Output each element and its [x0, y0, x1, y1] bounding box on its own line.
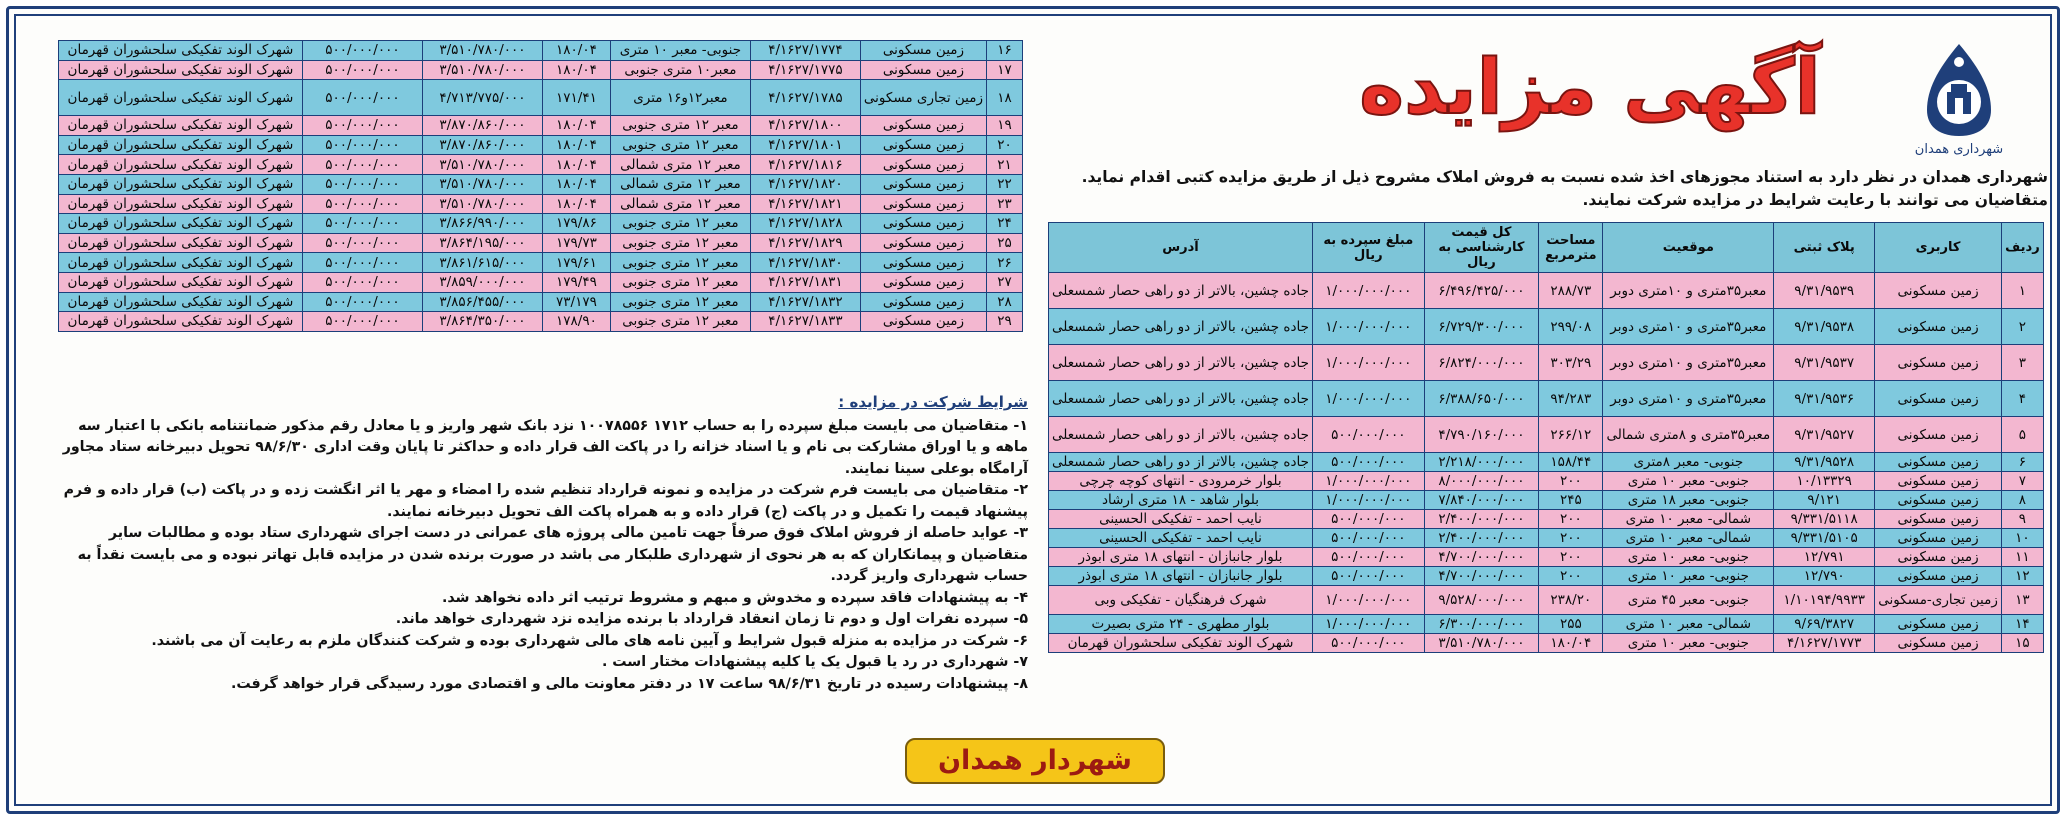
- cell-plate: ۴/۱۶۲۷/۱۸۱۶: [750, 155, 860, 175]
- cell-n: ۲۸: [987, 292, 1023, 312]
- cell-deposit: ۵۰۰/۰۰۰/۰۰۰: [1312, 634, 1424, 653]
- cell-loc: معبر ۱۲ متری جنوبی: [610, 292, 750, 312]
- cell-use: زمین مسکونی: [1875, 491, 2002, 510]
- cell-price: ۳/۵۱۰/۷۸۰/۰۰۰: [422, 194, 542, 214]
- condition-item: ۱- متقاضیان می بایست مبلغ سپرده را به حساب ۱۷۱۲ ۱۰۰۷۸۵۵۶ نزد بانک شهر واریز و یا معادل رقم مذکور ضمانتنامه بانکی با اعتبار سه ماهه و یا اوراق مشارکت بی نام و یا اسناد خزانه را در پاکت الف قرار داده و حداکثر تا پایان وقت اداری ۹۸/۶/۳۰ تحویل دبیرخانه ستاد مجاور آرامگاه بوعلی سینا نمایند.: [62, 417, 1028, 477]
- cell-use: زمین مسکونی: [1875, 615, 2002, 634]
- cell-price: ۶/۷۲۹/۳۰۰/۰۰۰: [1424, 309, 1539, 345]
- col-header-row: ردیف: [2001, 223, 2043, 273]
- footer-label: شهردار همدان: [938, 745, 1132, 776]
- cell-price: ۹/۵۲۸/۰۰۰/۰۰۰: [1424, 586, 1539, 615]
- cell-loc: جنوبی- معبر ۱۰ متری: [1603, 548, 1774, 567]
- cell-price: ۶/۳۰۰/۰۰۰/۰۰۰: [1424, 615, 1539, 634]
- cell-use: زمین مسکونی: [1875, 273, 2002, 309]
- cell-plate: ۴/۱۶۲۷/۱۸۳۳: [750, 312, 860, 332]
- cell-n: ۲۷: [987, 272, 1023, 292]
- cell-n: ۲۴: [987, 214, 1023, 234]
- cell-plate: ۴/۱۶۲۷/۱۸۰۱: [750, 135, 860, 155]
- cell-addr: جاده چشین، بالاتر از دو راهی حصار شمسعلی: [1049, 309, 1313, 345]
- cell-n: ۱۴: [2001, 615, 2043, 634]
- cell-addr: بلوار جانبازان - انتهای ۱۸ متری ابوذر: [1049, 548, 1313, 567]
- cell-use: زمین مسکونی: [860, 214, 986, 234]
- condition-item: ۲- متقاضیان می بایست فرم شرکت در مزایده و نمونه قرارداد تنظیم شده را امضاء و مهر یا اثر انگشت زده و در پاکت (ب) قرار داده و فرم پیشنهاد قیمت را تکمیل و در پاکت (ج) قرار داده و به همراه پاکت الف تحویل دبیرخانه نمایند.: [63, 482, 1028, 520]
- intro-text: شهرداری همدان در نظر دارد به استناد مجوزهای اخذ شده نسبت به فروش املاک مشروح ذیل از طریق مزایده کتبی اقدام نماید. متقاضیان می توانند با رعایت شرایط در مزایده شرکت نمایند.: [1081, 168, 2048, 209]
- condition-item: ۶- شرکت در مزایده به منزله قبول شرایط و آیین نامه های مالی شهرداری بوده و شرکت کنندگان ملزم به رعایت آن می باشند.: [151, 632, 1028, 649]
- cell-plate: ۴/۱۶۲۷/۱۷۷۴: [750, 41, 860, 61]
- cell-price: ۸/۰۰۰/۰۰۰/۰۰۰: [1424, 472, 1539, 491]
- cell-area: ۲۸۸/۷۳: [1539, 273, 1603, 309]
- cell-area: ۱۸۰/۰۴: [542, 194, 610, 214]
- cell-area: ۱۸۰/۰۴: [542, 60, 610, 80]
- cell-addr: شهرک الوند تفکیکی سلحشوران قهرمان: [59, 312, 303, 332]
- table-row: [1049, 615, 2044, 634]
- cell-area: ۱۷۹/۶۱: [542, 253, 610, 273]
- cell-addr: شهرک الوند تفکیکی سلحشوران قهرمان: [59, 174, 303, 194]
- cell-use: زمین مسکونی: [860, 233, 986, 253]
- cell-use: زمین مسکونی: [1875, 548, 2002, 567]
- cell-loc: شمالی- معبر ۱۰ متری: [1603, 529, 1774, 548]
- cell-plate: ۹/۳۱/۹۵۲۸: [1774, 453, 1875, 472]
- cell-price: ۳/۵۱۰/۷۸۰/۰۰۰: [422, 174, 542, 194]
- cell-area: ۷۳/۱۷۹: [542, 292, 610, 312]
- footer-signature: [905, 738, 1165, 784]
- col-header-location: موقعیت: [1603, 223, 1774, 273]
- cell-n: ۳: [2001, 345, 2043, 381]
- cell-area: ۱۸۰/۰۴: [542, 116, 610, 136]
- cell-use: زمین مسکونی: [1875, 309, 2002, 345]
- cell-deposit: ۱/۰۰۰/۰۰۰/۰۰۰: [1312, 472, 1424, 491]
- cell-use: زمین مسکونی: [1875, 417, 2002, 453]
- cell-n: ۶: [2001, 453, 2043, 472]
- cell-loc: شمالی- معبر ۱۰ متری: [1603, 510, 1774, 529]
- cell-price: ۲/۴۰۰/۰۰۰/۰۰۰: [1424, 510, 1539, 529]
- cell-n: ۲۰: [987, 135, 1023, 155]
- cell-n: ۲۳: [987, 194, 1023, 214]
- cell-addr: جاده چشین، بالاتر از دو راهی حصار شمسعلی: [1049, 345, 1313, 381]
- cell-loc: معبر ۱۲ متری شمالی: [610, 155, 750, 175]
- cell-plate: ۴/۱۶۲۷/۱۷۷۵: [750, 60, 860, 80]
- cell-deposit: ۵۰۰/۰۰۰/۰۰۰: [302, 41, 422, 61]
- cell-area: ۲۳۸/۲۰: [1539, 586, 1603, 615]
- cell-addr: شهرک الوند تفکیکی سلحشوران قهرمان: [59, 233, 303, 253]
- cell-addr: شهرک الوند تفکیکی سلحشوران قهرمان: [59, 253, 303, 273]
- cell-use: زمین مسکونی: [1875, 634, 2002, 653]
- cell-price: ۲/۲۱۸/۰۰۰/۰۰۰: [1424, 453, 1539, 472]
- table-row: [1049, 309, 2044, 345]
- cell-price: ۴/۷۰۰/۰۰۰/۰۰۰: [1424, 567, 1539, 586]
- table-row: [59, 155, 1023, 175]
- cell-loc: معبر۱۲و۱۶ متری: [610, 80, 750, 116]
- cell-loc: شمالی- معبر ۱۰ متری: [1603, 615, 1774, 634]
- cell-deposit: ۵۰۰/۰۰۰/۰۰۰: [302, 174, 422, 194]
- cell-deposit: ۵۰۰/۰۰۰/۰۰۰: [1312, 567, 1424, 586]
- cell-n: ۲۲: [987, 174, 1023, 194]
- condition-item: ۸- پیشنهادات رسیده در تاریخ ۹۸/۶/۳۱ ساعت ۱۷ در دفتر معاونت مالی و اقتصادی مورد رسیدگی قرار خواهد گرفت.: [230, 675, 1028, 692]
- cell-n: ۲۶: [987, 253, 1023, 273]
- col-header-area: مساحت مترمربع: [1539, 223, 1603, 273]
- cell-loc: معبر۱۰ متری جنوبی: [610, 60, 750, 80]
- cell-n: ۱۵: [2001, 634, 2043, 653]
- cell-addr: جاده چشین، بالاتر از دو راهی حصار شمسعلی: [1049, 453, 1313, 472]
- cell-addr: بلوار شاهد - ۱۸ متری ارشاد: [1049, 491, 1313, 510]
- cell-plate: ۹/۳۱/۹۵۳۶: [1774, 381, 1875, 417]
- cell-addr: بلوار جانبازان - انتهای ۱۸ متری ابوذر: [1049, 567, 1313, 586]
- municipality-label: شهرداری همدان: [1914, 142, 2004, 157]
- cell-area: ۲۰۰: [1539, 567, 1603, 586]
- cell-deposit: ۵۰۰/۰۰۰/۰۰۰: [302, 194, 422, 214]
- cell-use: زمین مسکونی: [1875, 510, 2002, 529]
- cell-use: زمین مسکونی: [1875, 567, 2002, 586]
- cell-price: ۴/۷۱۳/۷۷۵/۰۰۰: [422, 80, 542, 116]
- cell-plate: ۴/۱۶۲۷/۱۷۸۵: [750, 80, 860, 116]
- cell-addr: شهرک الوند تفکیکی سلحشوران قهرمان: [59, 272, 303, 292]
- cell-price: ۶/۴۹۶/۴۲۵/۰۰۰: [1424, 273, 1539, 309]
- cell-loc: معبر ۱۲ متری جنوبی: [610, 253, 750, 273]
- cell-deposit: ۵۰۰/۰۰۰/۰۰۰: [1312, 510, 1424, 529]
- cell-plate: ۴/۱۶۲۷/۱۸۲۰: [750, 174, 860, 194]
- table-row: [59, 60, 1023, 80]
- table-row: [59, 135, 1023, 155]
- cell-use: زمین مسکونی: [860, 194, 986, 214]
- cell-addr: نایب احمد - تفکیکی الحسینی: [1049, 510, 1313, 529]
- cell-deposit: ۱/۰۰۰/۰۰۰/۰۰۰: [1312, 345, 1424, 381]
- cell-loc: معبر ۱۲ متری جنوبی: [610, 233, 750, 253]
- cell-area: ۱۷۹/۸۶: [542, 214, 610, 234]
- cell-deposit: ۱/۰۰۰/۰۰۰/۰۰۰: [1312, 491, 1424, 510]
- cell-loc: معبر ۱۲ متری جنوبی: [610, 116, 750, 136]
- cell-loc: معبر۳۵متری و ۱۰متری دوبر: [1603, 309, 1774, 345]
- cell-plate: ۹/۳۳۱/۵۱۱۸: [1774, 510, 1875, 529]
- table-row: [59, 233, 1023, 253]
- page-title: آگهی مزایده: [1359, 42, 1821, 131]
- cell-price: ۶/۳۸۸/۶۵۰/۰۰۰: [1424, 381, 1539, 417]
- cell-loc: معبر ۱۲ متری جنوبی: [610, 135, 750, 155]
- cell-use: زمین مسکونی: [860, 116, 986, 136]
- cell-plate: ۱۰/۱۳۳۲۹: [1774, 472, 1875, 491]
- cell-deposit: ۵۰۰/۰۰۰/۰۰۰: [302, 272, 422, 292]
- col-header-address: آدرس: [1049, 223, 1313, 273]
- cell-price: ۶/۸۲۴/۰۰۰/۰۰۰: [1424, 345, 1539, 381]
- cell-deposit: ۱/۰۰۰/۰۰۰/۰۰۰: [1312, 309, 1424, 345]
- cell-area: ۲۹۹/۰۸: [1539, 309, 1603, 345]
- conditions-section: [56, 392, 1028, 695]
- cell-n: ۵: [2001, 417, 2043, 453]
- cell-plate: ۹/۳۱/۹۵۲۷: [1774, 417, 1875, 453]
- cell-price: ۳/۸۶۴/۱۹۵/۰۰۰: [422, 233, 542, 253]
- cell-use: زمین مسکونی: [1875, 453, 2002, 472]
- cell-deposit: ۱/۰۰۰/۰۰۰/۰۰۰: [1312, 273, 1424, 309]
- municipality-logo: [1904, 40, 2014, 170]
- cell-deposit: ۵۰۰/۰۰۰/۰۰۰: [302, 253, 422, 273]
- cell-price: ۳/۵۱۰/۷۸۰/۰۰۰: [1424, 634, 1539, 653]
- cell-price: ۳/۵۱۰/۷۸۰/۰۰۰: [422, 155, 542, 175]
- cell-plate: ۱۲/۷۹۰: [1774, 567, 1875, 586]
- cell-n: ۱۱: [2001, 548, 2043, 567]
- cell-use: زمین تجاری-مسکونی: [1875, 586, 2002, 615]
- table-row: [59, 214, 1023, 234]
- cell-addr: بلوار خرمرودی - انتهای کوچه چرچی: [1049, 472, 1313, 491]
- table-row: [1049, 381, 2044, 417]
- cell-addr: شهرک الوند تفکیکی سلحشوران قهرمان: [59, 155, 303, 175]
- cell-area: ۱۸۰/۰۴: [542, 155, 610, 175]
- cell-n: ۲۱: [987, 155, 1023, 175]
- cell-n: ۱۳: [2001, 586, 2043, 615]
- cell-deposit: ۵۰۰/۰۰۰/۰۰۰: [1312, 548, 1424, 567]
- cell-loc: معبر۳۵متری و ۱۰متری دوبر: [1603, 273, 1774, 309]
- cell-n: ۱۶: [987, 41, 1023, 61]
- cell-addr: شهرک الوند تفکیکی سلحشوران قهرمان: [59, 194, 303, 214]
- cell-price: ۳/۸۵۹/۰۰۰/۰۰۰: [422, 272, 542, 292]
- cell-area: ۲۰۰: [1539, 510, 1603, 529]
- cell-area: ۳۰۳/۲۹: [1539, 345, 1603, 381]
- table-row: [59, 292, 1023, 312]
- condition-item: ۴- به پیشنهادات فاقد سپرده و مخدوش و مبهم و مشروط ترتیب اثر داده نخواهد شد.: [441, 589, 1028, 606]
- cell-n: ۱: [2001, 273, 2043, 309]
- cell-use: زمین مسکونی: [1875, 345, 2002, 381]
- cell-use: زمین مسکونی: [860, 174, 986, 194]
- cell-use: زمین مسکونی: [860, 272, 986, 292]
- col-header-plate: پلاک ثبتی: [1774, 223, 1875, 273]
- cell-n: ۱۲: [2001, 567, 2043, 586]
- cell-plate: ۹/۳۳۱/۵۱۰۵: [1774, 529, 1875, 548]
- cell-addr: جاده چشین، بالاتر از دو راهی حصار شمسعلی: [1049, 381, 1313, 417]
- cell-plate: ۴/۱۶۲۷/۱۷۷۳: [1774, 634, 1875, 653]
- cell-deposit: ۵۰۰/۰۰۰/۰۰۰: [302, 155, 422, 175]
- cell-deposit: ۵۰۰/۰۰۰/۰۰۰: [1312, 529, 1424, 548]
- table-row: [1049, 417, 2044, 453]
- cell-price: ۳/۸۶۴/۳۵۰/۰۰۰: [422, 312, 542, 332]
- cell-loc: جنوبی- معبر ۱۰ متری: [1603, 472, 1774, 491]
- table-row: [59, 312, 1023, 332]
- cell-use: زمین مسکونی: [1875, 472, 2002, 491]
- cell-addr: شهرک الوند تفکیکی سلحشوران قهرمان: [1049, 634, 1313, 653]
- table-row: [1049, 586, 2044, 615]
- table-row: [1049, 529, 2044, 548]
- cell-use: زمین مسکونی: [1875, 529, 2002, 548]
- table-row: [59, 80, 1023, 116]
- cell-price: ۳/۵۱۰/۷۸۰/۰۰۰: [422, 60, 542, 80]
- cell-plate: ۱/۱۰۱۹۴/۹۹۳۳: [1774, 586, 1875, 615]
- cell-price: ۴/۷۰۰/۰۰۰/۰۰۰: [1424, 548, 1539, 567]
- table-row: [1049, 453, 2044, 472]
- cell-area: ۲۰۰: [1539, 529, 1603, 548]
- cell-loc: جنوبی- معبر ۱۸ متری: [1603, 491, 1774, 510]
- cell-use: زمین مسکونی: [860, 292, 986, 312]
- cell-loc: معبر ۱۲ متری شمالی: [610, 174, 750, 194]
- cell-plate: ۹/۶۹/۳۸۲۷: [1774, 615, 1875, 634]
- cell-area: ۱۸۰/۰۴: [542, 174, 610, 194]
- cell-deposit: ۵۰۰/۰۰۰/۰۰۰: [302, 135, 422, 155]
- cell-plate: ۱۲/۷۹۱: [1774, 548, 1875, 567]
- cell-area: ۱۸۰/۰۴: [1539, 634, 1603, 653]
- cell-deposit: ۵۰۰/۰۰۰/۰۰۰: [302, 312, 422, 332]
- cell-use: زمین مسکونی: [860, 253, 986, 273]
- cell-area: ۱۷۸/۹۰: [542, 312, 610, 332]
- cell-n: ۹: [2001, 510, 2043, 529]
- condition-item: ۵- سپرده نفرات اول و دوم تا زمان انعقاد قرارداد با برنده مزایده نزد شهرداری خواهد ماند.: [395, 611, 1028, 627]
- cell-n: ۲: [2001, 309, 2043, 345]
- cell-area: ۲۰۰: [1539, 548, 1603, 567]
- table-row: [1049, 634, 2044, 653]
- cell-plate: ۴/۱۶۲۷/۱۸۲۸: [750, 214, 860, 234]
- cell-plate: ۹/۱۲۱: [1774, 491, 1875, 510]
- cell-loc: معبر ۱۲ متری شمالی: [610, 194, 750, 214]
- cell-area: ۲۰۰: [1539, 472, 1603, 491]
- cell-loc: جنوبی- معبر ۱۰ متری: [610, 41, 750, 61]
- cell-deposit: ۵۰۰/۰۰۰/۰۰۰: [302, 60, 422, 80]
- cell-price: ۳/۸۷۰/۸۶۰/۰۰۰: [422, 135, 542, 155]
- cell-loc: معبر۳۵متری و ۱۰متری دوبر: [1603, 381, 1774, 417]
- cell-n: ۲۹: [987, 312, 1023, 332]
- cell-area: ۱۸۰/۰۴: [542, 135, 610, 155]
- cell-addr: شهرک الوند تفکیکی سلحشوران قهرمان: [59, 135, 303, 155]
- conditions-title: شرایط شرکت در مزایده :: [838, 393, 1028, 411]
- cell-deposit: ۱/۰۰۰/۰۰۰/۰۰۰: [1312, 381, 1424, 417]
- table-row: [1049, 491, 2044, 510]
- col-header-use: کاربری: [1875, 223, 2002, 273]
- cell-price: ۷/۸۴۰/۰۰۰/۰۰۰: [1424, 491, 1539, 510]
- cell-price: ۳/۸۶۱/۶۱۵/۰۰۰: [422, 253, 542, 273]
- cell-loc: جنوبی- معبر ۴۵ متری: [1603, 586, 1774, 615]
- properties-table-right: [1048, 222, 2044, 653]
- cell-use: زمین مسکونی: [860, 155, 986, 175]
- table-row: [1049, 510, 2044, 529]
- cell-deposit: ۱/۰۰۰/۰۰۰/۰۰۰: [1312, 586, 1424, 615]
- cell-addr: شهرک الوند تفکیکی سلحشوران قهرمان: [59, 292, 303, 312]
- cell-plate: ۹/۳۱/۹۵۳۹: [1774, 273, 1875, 309]
- cell-price: ۳/۸۶۶/۹۹۰/۰۰۰: [422, 214, 542, 234]
- table-row: [59, 116, 1023, 136]
- cell-use: زمین مسکونی: [860, 135, 986, 155]
- cell-addr: شهرک الوند تفکیکی سلحشوران قهرمان: [59, 60, 303, 80]
- cell-use: زمین تجاری مسکونی: [860, 80, 986, 116]
- table-row: [59, 41, 1023, 61]
- cell-deposit: ۵۰۰/۰۰۰/۰۰۰: [1312, 453, 1424, 472]
- cell-price: ۳/۵۱۰/۷۸۰/۰۰۰: [422, 41, 542, 61]
- cell-deposit: ۵۰۰/۰۰۰/۰۰۰: [302, 214, 422, 234]
- cell-n: ۱۸: [987, 80, 1023, 116]
- cell-plate: ۴/۱۶۲۷/۱۸۰۰: [750, 116, 860, 136]
- cell-deposit: ۵۰۰/۰۰۰/۰۰۰: [302, 116, 422, 136]
- properties-table-left: [58, 40, 1023, 332]
- cell-price: ۳/۸۷۰/۸۶۰/۰۰۰: [422, 116, 542, 136]
- hamedan-emblem-icon: [1917, 40, 2001, 140]
- cell-addr: نایب احمد - تفکیکی الحسینی: [1049, 529, 1313, 548]
- cell-price: ۴/۷۹۰/۱۶۰/۰۰۰: [1424, 417, 1539, 453]
- cell-deposit: ۵۰۰/۰۰۰/۰۰۰: [302, 233, 422, 253]
- cell-plate: ۹/۳۱/۹۵۳۸: [1774, 309, 1875, 345]
- cell-n: ۴: [2001, 381, 2043, 417]
- cell-plate: ۴/۱۶۲۷/۱۸۳۰: [750, 253, 860, 273]
- cell-n: ۲۵: [987, 233, 1023, 253]
- cell-loc: معبر ۱۲ متری جنوبی: [610, 272, 750, 292]
- cell-plate: ۴/۱۶۲۷/۱۸۲۹: [750, 233, 860, 253]
- table-row: [1049, 273, 2044, 309]
- cell-n: ۸: [2001, 491, 2043, 510]
- cell-addr: شهرک الوند تفکیکی سلحشوران قهرمان: [59, 214, 303, 234]
- cell-area: ۱۷۹/۷۳: [542, 233, 610, 253]
- table-row: [59, 194, 1023, 214]
- cell-area: ۱۷۹/۴۹: [542, 272, 610, 292]
- cell-area: ۹۴/۲۸۳: [1539, 381, 1603, 417]
- cell-addr: جاده چشین، بالاتر از دو راهی حصار شمسعلی: [1049, 273, 1313, 309]
- cell-n: ۷: [2001, 472, 2043, 491]
- cell-plate: ۹/۳۱/۹۵۳۷: [1774, 345, 1875, 381]
- cell-n: ۱۹: [987, 116, 1023, 136]
- table-row: [59, 253, 1023, 273]
- cell-plate: ۴/۱۶۲۷/۱۸۲۱: [750, 194, 860, 214]
- cell-addr: جاده چشین، بالاتر از دو راهی حصار شمسعلی: [1049, 417, 1313, 453]
- table-row: [59, 174, 1023, 194]
- cell-area: ۱۸۰/۰۴: [542, 41, 610, 61]
- cell-plate: ۴/۱۶۲۷/۱۸۳۱: [750, 272, 860, 292]
- cell-use: زمین مسکونی: [1875, 381, 2002, 417]
- col-header-price: کل قیمت کارشناسی به ریال: [1424, 223, 1539, 273]
- cell-area: ۱۷۱/۴۱: [542, 80, 610, 116]
- condition-item: ۷- شهرداری در رد یا قبول یک یا کلیه پیشنهادات مختار است .: [601, 654, 1028, 670]
- cell-deposit: ۵۰۰/۰۰۰/۰۰۰: [1312, 417, 1424, 453]
- cell-deposit: ۵۰۰/۰۰۰/۰۰۰: [302, 292, 422, 312]
- cell-loc: جنوبی- معبر ۱۰ متری: [1603, 567, 1774, 586]
- cell-addr: شهرک الوند تفکیکی سلحشوران قهرمان: [59, 41, 303, 61]
- cell-loc: جنوبی- معبر ۸متری: [1603, 453, 1774, 472]
- cell-loc: معبر ۱۲ متری جنوبی: [610, 312, 750, 332]
- cell-addr: شهرک فرهنگیان - تفکیکی وبی: [1049, 586, 1313, 615]
- cell-loc: معبر۳۵متری و ۸متری شمالی: [1603, 417, 1774, 453]
- cell-addr: بلوار مطهری - ۲۴ متری بصیرت: [1049, 615, 1313, 634]
- cell-loc: معبر ۱۲ متری جنوبی: [610, 214, 750, 234]
- cell-plate: ۴/۱۶۲۷/۱۸۳۲: [750, 292, 860, 312]
- cell-use: زمین مسکونی: [860, 312, 986, 332]
- cell-loc: جنوبی- معبر ۱۰ متری: [1603, 634, 1774, 653]
- cell-price: ۳/۸۵۶/۴۵۵/۰۰۰: [422, 292, 542, 312]
- cell-deposit: ۵۰۰/۰۰۰/۰۰۰: [302, 80, 422, 116]
- cell-area: ۲۵۵: [1539, 615, 1603, 634]
- table-row: [1049, 345, 2044, 381]
- cell-addr: شهرک الوند تفکیکی سلحشوران قهرمان: [59, 116, 303, 136]
- condition-item: ۳- عواید حاصله از فروش املاک فوق صرفاً جهت تامین مالی پروژه های عمرانی در دست اجرای شهرداری ستاد بوده و مطالبات سایر متقاضیان و پیمانکاران که به هر نحوی از شهرداری طلبکار می باشد در صورت برنده شدن در مزایده قابل تهاتر نبوده و می بایست نقداً به حساب شهرداری واریز گردد.: [77, 525, 1028, 584]
- cell-n: ۱۷: [987, 60, 1023, 80]
- cell-deposit: ۱/۰۰۰/۰۰۰/۰۰۰: [1312, 615, 1424, 634]
- table-row: [1049, 567, 2044, 586]
- cell-use: زمین مسکونی: [860, 60, 986, 80]
- cell-addr: شهرک الوند تفکیکی سلحشوران قهرمان: [59, 80, 303, 116]
- cell-use: زمین مسکونی: [860, 41, 986, 61]
- cell-loc: معبر۳۵متری و ۱۰متری دوبر: [1603, 345, 1774, 381]
- table-row: [1049, 548, 2044, 567]
- col-header-deposit: مبلغ سپرده به ریال: [1312, 223, 1424, 273]
- cell-area: ۲۴۵: [1539, 491, 1603, 510]
- table-row: [1049, 472, 2044, 491]
- cell-area: ۱۵۸/۴۴: [1539, 453, 1603, 472]
- table-row: [59, 272, 1023, 292]
- cell-n: ۱۰: [2001, 529, 2043, 548]
- cell-area: ۲۶۶/۱۲: [1539, 417, 1603, 453]
- cell-price: ۲/۴۰۰/۰۰۰/۰۰۰: [1424, 529, 1539, 548]
